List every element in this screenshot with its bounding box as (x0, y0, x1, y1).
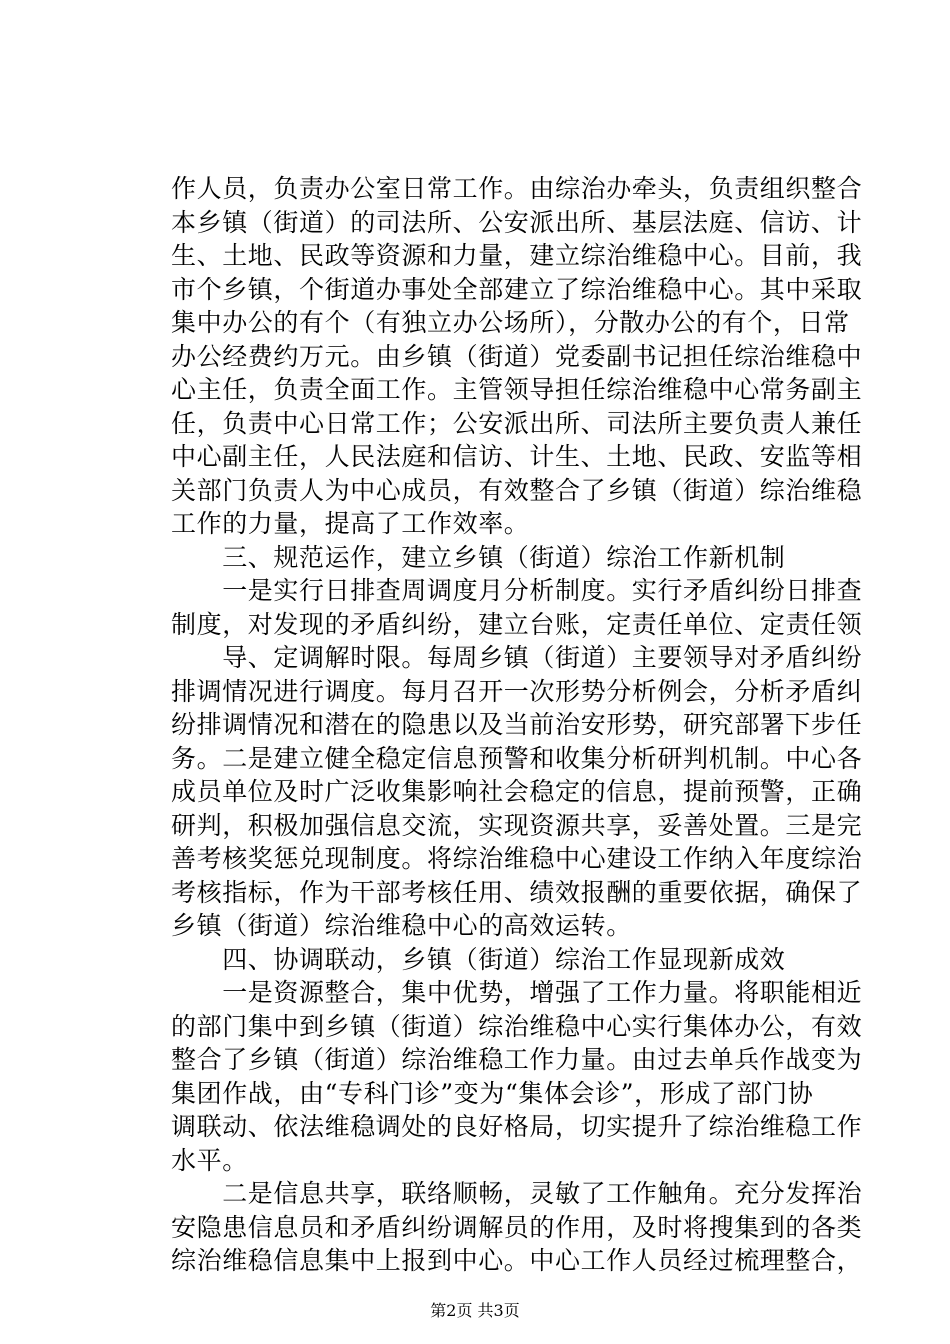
text-line: 集团作战，由“专科门诊”变为“集体会诊”，形成了部门协 (171, 1078, 814, 1108)
text-line: 的部门集中到乡镇（街道）综治维稳中心实行集体办公，有效 (171, 1011, 863, 1041)
text-line: 生、土地、民政等资源和力量，建立综治维稳中心。目前，我 (171, 241, 863, 270)
text-line: 三、规范运作，建立乡镇（街道）综治工作新机制 (171, 542, 786, 572)
text-line: 工作的力量，提高了工作效率。 (171, 509, 530, 538)
text-line: 四、协调联动，乡镇（街道）综治工作显现新成效 (171, 944, 786, 974)
text-line: 纷排调情况和潜在的隐患以及当前治安形势，研究部署下步任 (171, 710, 863, 739)
document-body (171, 172, 863, 1278)
text-line: 任，负责中心日常工作；公安派出所、司法所主要负责人兼任 (171, 408, 863, 438)
text-line: 心主任，负责全面工作。主管领导担任综治维稳中心常务副主 (171, 375, 863, 404)
text-line: 成员单位及时广泛收集影响社会稳定的信息，提前预警，正确 (171, 777, 863, 806)
page-footer: 第2页 共3页 (430, 1301, 520, 1320)
text-line: 一是实行日排查周调度月分析制度。实行矛盾纠纷日排查 (171, 576, 863, 605)
text-line: 善考核奖惩兑现制度。将综治维稳中心建设工作纳入年度综治 (171, 844, 863, 873)
text-line: 本乡镇（街道）的司法所、公安派出所、基层法庭、信访、计 (171, 207, 863, 237)
text-line: 导、定调解时限。每周乡镇（街道）主要领导对矛盾纠纷 (171, 643, 863, 672)
text-line: 一是资源整合，集中优势，增强了工作力量。将职能相近 (171, 978, 863, 1007)
text-line: 市个乡镇，个街道办事处全部建立了综治维稳中心。其中采取 (171, 274, 863, 304)
text-line: 集中办公的有个（有独立办公场所），分散办公的有个，日常 (171, 308, 850, 337)
text-line: 关部门负责人为中心成员，有效整合了乡镇（街道）综治维稳 (171, 475, 863, 505)
text-line: 中心副主任，人民法庭和信访、计生、土地、民政、安监等相 (171, 442, 863, 471)
text-line: 务。二是建立健全稳定信息预警和收集分析研判机制。中心各 (171, 743, 863, 773)
text-line: 排调情况进行调度。每月召开一次形势分析例会，分析矛盾纠 (171, 676, 863, 706)
text-line: 整合了乡镇（街道）综治维稳工作力量。由过去单兵作战变为 (171, 1045, 863, 1074)
text-line: 办公经费约万元。由乡镇（街道）党委副书记担任综治维稳中 (171, 341, 863, 371)
text-line: 制度，对发现的矛盾纠纷，建立台账，定责任单位、定责任领 (171, 609, 863, 639)
text-line: 综治维稳信息集中上报到中心。中心工作人员经过梳理整合， (171, 1246, 863, 1275)
text-line: 水平。 (171, 1145, 248, 1175)
text-line: 乡镇（街道）综治维稳中心的高效运转。 (171, 911, 632, 940)
text-line: 考核指标，作为干部考核任用、绩效报酬的重要依据，确保了 (171, 877, 863, 907)
text-line: 安隐患信息员和矛盾纠纷调解员的作用，及时将搜集到的各类 (171, 1212, 863, 1242)
text-line: 作人员，负责办公室日常工作。由综治办牵头，负责组织整合 (171, 174, 863, 203)
text-line: 研判，积极加强信息交流，实现资源共享，妥善处置。三是完 (171, 810, 863, 840)
text-line: 调联动、依法维稳调处的良好格局，切实提升了综治维稳工作 (171, 1112, 863, 1141)
text-line: 二是信息共享，联络顺畅，灵敏了工作触角。充分发挥治 (171, 1179, 863, 1208)
